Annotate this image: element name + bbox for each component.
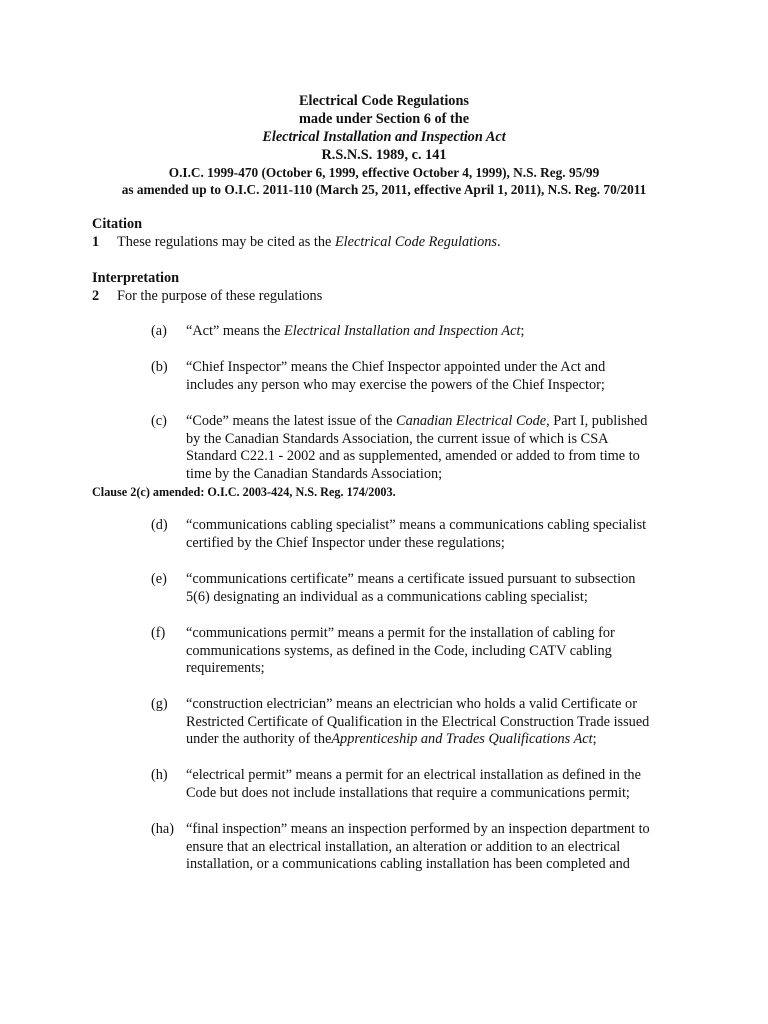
enabling-section-line: made under Section 6 of the — [298, 111, 470, 127]
clause-label: (f) — [151, 625, 166, 641]
section-number: 2 — [92, 288, 100, 304]
definition-line: Restricted Certificate of Qualification in the Electrical Construction Trade issued — [186, 713, 650, 730]
statute-reference-line: R.S.N.S. 1989, c. 141 — [321, 147, 447, 163]
definition-text-italic: Electrical Installation and Inspection Act — [284, 323, 521, 339]
definition-line: “communications certificate” means a certificate issued pursuant to subsection — [186, 571, 636, 587]
definition-line: ensure that an electrical installation, an alteration or addition to an electrical — [186, 838, 621, 855]
definition-text — [186, 323, 711, 341]
definition-a — [151, 323, 711, 341]
definition-line: “Chief Inspector” means the Chief Inspector appointed under the Act and — [186, 359, 606, 375]
definition-line: “construction electrician” means an electrician who holds a valid Certificate or — [186, 696, 637, 712]
definition-text-end: ; — [520, 323, 525, 339]
definition-line: installation, or a communications cabling installation has been completed and — [186, 856, 630, 873]
definition-line: 5(6) designating an individual as a communications cabling specialist; — [186, 588, 588, 605]
clause-label: (ha) — [151, 821, 175, 837]
clause-label: (h) — [151, 767, 168, 783]
clause-label: (b) — [151, 359, 168, 375]
act-name-line: Electrical Installation and Inspection Act — [262, 129, 506, 145]
citation-text-plain: These regulations may be cited as the — [117, 234, 335, 250]
definition-h — [151, 767, 711, 802]
definition-line: by the Canadian Standards Association, the current issue of which is CSA — [186, 430, 609, 447]
clause-label: (a) — [151, 323, 167, 339]
interpretation-section — [92, 287, 322, 305]
definition-line: certified by the Chief Inspector under these regulations; — [186, 534, 505, 551]
definition-text-end: , Part I, published — [546, 413, 648, 429]
citation-text — [117, 234, 501, 250]
definition-g — [151, 696, 711, 749]
interpretation-heading: Interpretation — [92, 270, 180, 286]
section-number: 1 — [92, 234, 100, 250]
definition-line: Standard C22.1 - 2002 and as supplemented, amended or added to from time to — [186, 448, 640, 465]
definition-line: communications systems, as defined in the Code, including CATV cabling — [186, 642, 612, 659]
definition-line: requirements; — [186, 660, 265, 677]
clause-label: (e) — [151, 571, 167, 587]
clause-label: (g) — [151, 696, 168, 712]
definition-line: “electrical permit” means a permit for an electrical installation as defined in the — [186, 767, 641, 783]
definition-b — [151, 359, 711, 394]
citation-section — [92, 233, 501, 251]
definition-c — [151, 413, 711, 483]
definition-text-end: ; — [592, 731, 597, 748]
oic-amendment-line: as amended up to O.I.C. 2011-110 (March 25, 2011, effective April 1, 2011), N.S. Reg. 70/2011 — [121, 182, 647, 197]
definition-f — [151, 625, 711, 678]
definition-line — [186, 731, 711, 749]
definition-line: “communications permit” means a permit for the installation of cabling for — [186, 625, 615, 641]
definition-line: “final inspection” means an inspection performed by an inspection department to — [186, 821, 650, 837]
interpretation-text: For the purpose of these regulations — [117, 288, 323, 304]
oic-original-line: O.I.C. 1999-470 (October 6, 1999, effective October 4, 1999), N.S. Reg. 95/99 — [168, 165, 600, 180]
document-title: Electrical Code Regulations — [299, 93, 469, 109]
clause-label: (d) — [151, 517, 168, 533]
definition-line: time by the Canadian Standards Association; — [186, 465, 443, 482]
definition-line: includes any person who may exercise the powers of the Chief Inspector; — [186, 376, 605, 393]
definition-line — [186, 413, 711, 431]
definition-text-plain: “Code” means the latest issue of the — [186, 413, 397, 429]
definition-line: “communications cabling specialist” means a communications cabling specialist — [186, 517, 647, 533]
definition-d — [151, 517, 711, 552]
definition-line: Code but does not include installations that require a communications permit; — [186, 784, 630, 801]
clause-label: (c) — [151, 413, 167, 429]
citation-text-end: . — [496, 234, 501, 250]
amendment-note: Clause 2(c) amended: O.I.C. 2003-424, N.S. Reg. 174/2003. — [92, 485, 396, 499]
citation-text-italic: Electrical Code Regulations — [334, 234, 497, 250]
definition-text-italic: Canadian Electrical Code — [396, 413, 547, 429]
definition-text-plain: under the authority of the — [186, 731, 332, 748]
definition-text-plain: “Act” means the — [186, 323, 285, 339]
definition-text-italic: Apprenticeship and Trades Qualifications Act — [331, 731, 593, 748]
citation-heading: Citation — [92, 216, 143, 232]
definition-e — [151, 571, 711, 606]
definition-ha — [151, 821, 711, 874]
